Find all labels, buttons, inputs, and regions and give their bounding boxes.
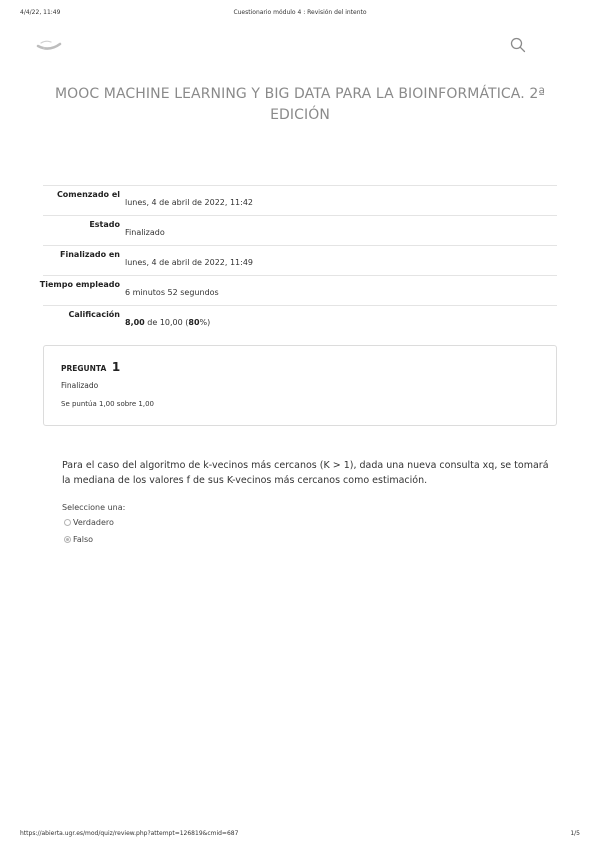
question-number: 1 [111,360,121,374]
summary-row-finished [43,246,557,276]
grade-value [125,318,210,327]
radio-button-selected[interactable] [64,536,71,543]
question-grade: Se puntúa 1,00 sobre 1,00 [61,400,155,408]
site-logo-icon[interactable] [36,38,62,54]
question-label: PREGUNTA [61,364,107,373]
grade-percent: 80 [188,318,200,327]
summary-value: Finalizado [125,228,165,237]
summary-label: Calificación [68,310,120,319]
answer-option-verdadero[interactable] [64,518,114,527]
question-state: Finalizado [61,381,99,390]
summary-value: lunes, 4 de abril de 2022, 11:42 [125,198,254,207]
summary-label: Tiempo empleado [39,280,120,289]
summary-row-grade [43,306,557,340]
search-icon[interactable] [510,37,526,53]
summary-label: Estado [89,220,120,229]
summary-value: 6 minutos 52 segundos [125,288,219,297]
grade-tail: %) [199,318,211,327]
question-info-box [43,345,557,426]
print-url: https://abierta.ugr.es/mod/quiz/review.php?attempt=126819&cmid=687 [20,830,239,837]
summary-row-time-taken [39,276,557,306]
answer-option-label: Falso [73,535,94,544]
radio-button[interactable] [64,519,71,526]
answer-prompt: Seleccione una: [62,503,126,512]
question-header [61,360,120,374]
question-text: Para el caso del algoritmo de k-vecinos más cercanos (K > 1), dada una nueva consulta xq, se tomará la mediana de los valores f de sus K-vecinos más cercanos como estimación. [62,460,549,486]
course-title: MOOC MACHINE LEARNING Y BIG DATA PARA LA BIOINFORMÁTICA. 2ª EDICIÓN [54,86,546,123]
attempt-summary-table [39,185,557,340]
print-datetime: 4/4/22, 11:49 [20,9,61,16]
print-document-title: Cuestionario módulo 4 : Revisión del intento [233,9,367,16]
answer-option-label: Verdadero [73,518,114,527]
answer-option-falso[interactable] [64,535,93,544]
grade-score: 8,00 [125,318,145,327]
summary-label: Finalizado en [60,250,120,259]
summary-row-state [43,216,557,246]
print-page-number: 1/5 [570,830,580,837]
summary-row-started [43,186,557,216]
grade-of-text: de 10,00 ( [144,318,189,327]
summary-value: lunes, 4 de abril de 2022, 11:49 [125,258,254,267]
summary-label: Comenzado el [56,190,120,199]
